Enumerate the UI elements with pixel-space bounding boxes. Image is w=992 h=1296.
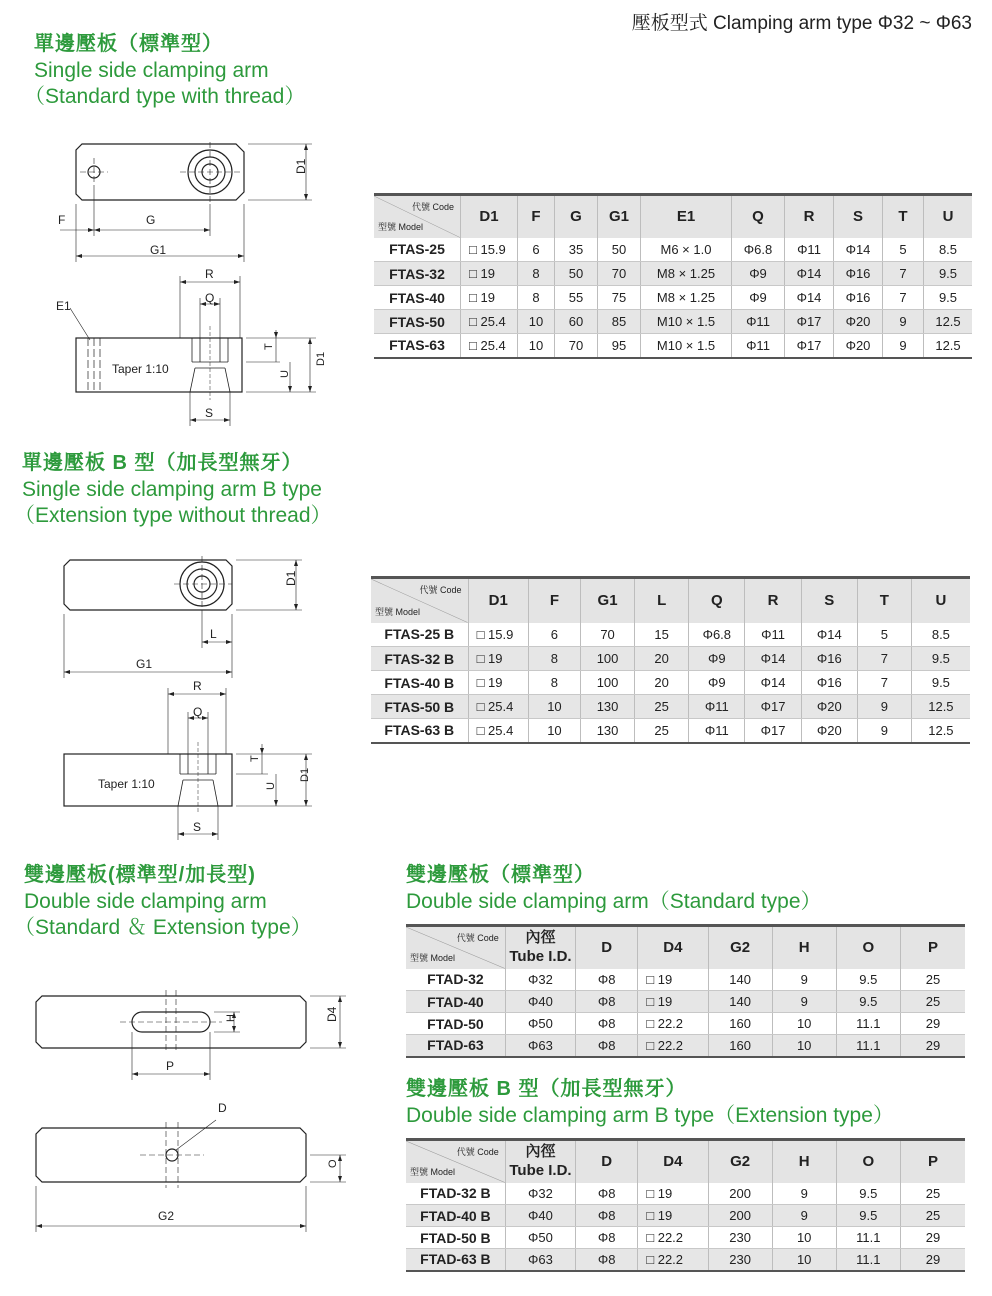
title-en: Single side clamping arm B type <box>22 477 322 501</box>
value-cell: 9 <box>883 310 924 334</box>
value-cell: 130 <box>580 719 634 743</box>
title-en-sub: （Standard ＆ Extension type） <box>14 916 312 940</box>
title-zh: 雙邊壓板(標準型/加長型) <box>24 864 256 886</box>
value-cell: 8 <box>528 647 580 671</box>
title-zh: 單邊壓板 B 型（加長型無牙） <box>22 452 303 474</box>
value-cell: 160 <box>708 1013 772 1035</box>
section-title-double-standard <box>406 863 822 915</box>
corner-header: 代號 Code 型號 Model <box>406 926 505 969</box>
value-cell: Φ8 <box>576 991 638 1013</box>
value-cell: 25 <box>900 991 965 1013</box>
value-cell: 9 <box>772 991 836 1013</box>
value-cell: 15 <box>635 623 689 647</box>
dim-G1: G1 <box>150 243 167 257</box>
value-cell: 5 <box>883 238 924 262</box>
value-cell: 230 <box>708 1249 772 1271</box>
value-cell: 70 <box>598 262 641 286</box>
value-cell: Φ8 <box>576 1249 638 1271</box>
title-zh: 雙邊壓板（標準型） <box>406 864 595 886</box>
value-cell: Φ20 <box>801 695 857 719</box>
column-header: G <box>555 195 598 238</box>
section-title-double-b <box>406 1077 894 1129</box>
table-row <box>406 969 965 991</box>
value-cell: □ 15.9 <box>461 238 518 262</box>
model-cell: FTAD-50 B <box>406 1227 505 1249</box>
value-cell: Φ14 <box>785 262 834 286</box>
dim-D4: D4 <box>325 1006 339 1022</box>
value-cell: 9.5 <box>836 1183 900 1205</box>
value-cell: Φ32 <box>505 1183 575 1205</box>
model-cell: FTAS-50 B <box>371 695 468 719</box>
value-cell: M8 × 1.25 <box>641 262 732 286</box>
value-cell: 12.5 <box>911 695 970 719</box>
model-cell: FTAS-40 <box>374 286 461 310</box>
value-cell: □ 19 <box>461 286 518 310</box>
column-header: Q <box>689 578 745 623</box>
dim-R: R <box>205 267 214 281</box>
value-cell: Φ8 <box>576 1013 638 1035</box>
value-cell: M10 × 1.5 <box>641 310 732 334</box>
value-cell: □ 22.2 <box>638 1013 708 1035</box>
taper-label: Taper 1:10 <box>112 362 169 376</box>
title-en: Double side clamping arm B type（Extension type） <box>406 1103 894 1127</box>
value-cell: 10 <box>772 1035 836 1057</box>
value-cell: 160 <box>708 1035 772 1057</box>
value-cell: □ 19 <box>638 1183 708 1205</box>
value-cell: 9.5 <box>836 991 900 1013</box>
value-cell: Φ9 <box>732 262 785 286</box>
column-header: S <box>834 195 883 238</box>
value-cell: 12.5 <box>911 719 970 743</box>
value-cell: 7 <box>857 671 911 695</box>
value-cell: □ 22.2 <box>638 1035 708 1057</box>
column-header: O <box>836 1140 900 1183</box>
column-header: P <box>900 1140 965 1183</box>
column-header: U <box>924 195 973 238</box>
dim-D1: D1 <box>294 158 308 174</box>
value-cell: 55 <box>555 286 598 310</box>
value-cell: 9.5 <box>924 286 973 310</box>
table-row <box>406 1183 965 1205</box>
value-cell: □ 25.4 <box>468 719 528 743</box>
column-header: S <box>801 578 857 623</box>
value-cell: 100 <box>580 647 634 671</box>
value-cell: 9.5 <box>924 262 973 286</box>
table-row <box>371 647 970 671</box>
value-cell: Φ9 <box>689 671 745 695</box>
value-cell: □ 19 <box>638 991 708 1013</box>
column-header: F <box>518 195 555 238</box>
value-cell: □ 19 <box>468 671 528 695</box>
value-cell: Φ16 <box>801 647 857 671</box>
double-arm-drawing <box>20 980 360 1230</box>
column-header: D4 <box>638 1140 708 1183</box>
model-cell: FTAS-25 B <box>371 623 468 647</box>
value-cell: 7 <box>857 647 911 671</box>
value-cell: □ 25.4 <box>461 310 518 334</box>
table-row <box>406 1035 965 1057</box>
dim-L: L <box>210 627 217 641</box>
value-cell: 9 <box>857 695 911 719</box>
value-cell: 20 <box>635 671 689 695</box>
model-cell: FTAS-25 <box>374 238 461 262</box>
value-cell: 8.5 <box>911 623 970 647</box>
title-en: Double side clamping arm <box>24 889 267 913</box>
value-cell: Φ14 <box>745 671 801 695</box>
value-cell: M6 × 1.0 <box>641 238 732 262</box>
dim-D1-side: D1 <box>315 351 327 366</box>
table-row <box>371 671 970 695</box>
value-cell: 9 <box>857 719 911 743</box>
section-title-double <box>14 863 312 942</box>
dim-P: P <box>166 1059 175 1073</box>
column-header: D4 <box>638 926 708 969</box>
column-header: G1 <box>598 195 641 238</box>
value-cell: Φ14 <box>785 286 834 310</box>
value-cell: 9.5 <box>911 647 970 671</box>
corner-header: 代號 Code 型號 Model <box>406 1140 505 1183</box>
model-cell: FTAD-63 B <box>406 1249 505 1271</box>
column-header: D1 <box>461 195 518 238</box>
column-header: P <box>900 926 965 969</box>
value-cell: Φ20 <box>834 334 883 358</box>
value-cell: □ 25.4 <box>468 695 528 719</box>
table-row <box>371 719 970 743</box>
dim-E1: E1 <box>56 299 71 313</box>
model-cell: FTAS-32 B <box>371 647 468 671</box>
table-row <box>406 1227 965 1249</box>
value-cell: 70 <box>555 334 598 358</box>
value-cell: 8 <box>528 671 580 695</box>
value-cell: Φ32 <box>505 969 575 991</box>
dim-D: D <box>218 1101 227 1115</box>
value-cell: Φ11 <box>732 334 785 358</box>
table-row <box>374 334 972 358</box>
model-cell: FTAS-50 <box>374 310 461 334</box>
value-cell: M10 × 1.5 <box>641 334 732 358</box>
dim-D1-side: D1 <box>299 767 311 782</box>
model-cell: FTAS-40 B <box>371 671 468 695</box>
value-cell: □ 19 <box>468 647 528 671</box>
value-cell: Φ20 <box>801 719 857 743</box>
table-double-standard <box>406 924 965 1058</box>
value-cell: 29 <box>900 1013 965 1035</box>
dim-Q: Q <box>205 291 215 305</box>
value-cell: Φ17 <box>745 695 801 719</box>
column-header: H <box>772 926 836 969</box>
table-row <box>374 262 972 286</box>
dim-H: H <box>225 1014 237 1022</box>
model-cell: FTAD-32 <box>406 969 505 991</box>
value-cell: Φ8 <box>576 969 638 991</box>
value-cell: 11.1 <box>836 1249 900 1271</box>
title-en: Double side clamping arm（Standard type） <box>406 889 822 913</box>
table-row <box>371 695 970 719</box>
model-cell: FTAS-32 <box>374 262 461 286</box>
table-row <box>406 1249 965 1271</box>
table-single-b <box>371 576 970 744</box>
column-header: U <box>911 578 970 623</box>
value-cell: Φ50 <box>505 1227 575 1249</box>
value-cell: Φ50 <box>505 1013 575 1035</box>
dim-S: S <box>193 820 202 834</box>
value-cell: Φ8 <box>576 1183 638 1205</box>
single-arm-b-drawing <box>40 548 340 848</box>
value-cell: Φ16 <box>834 262 883 286</box>
value-cell: Φ14 <box>745 647 801 671</box>
corner-header: 代號 Code 型號 Model <box>374 195 461 238</box>
value-cell: 140 <box>708 969 772 991</box>
column-header: R <box>745 578 801 623</box>
value-cell: □ 22.2 <box>638 1249 708 1271</box>
page-title: 壓板型式 Clamping arm type Φ32 ~ Φ63 <box>631 13 972 34</box>
value-cell: 29 <box>900 1227 965 1249</box>
table-row <box>374 286 972 310</box>
value-cell: 130 <box>580 695 634 719</box>
value-cell: Φ11 <box>689 719 745 743</box>
value-cell: 7 <box>883 286 924 310</box>
value-cell: Φ9 <box>732 286 785 310</box>
value-cell: Φ8 <box>576 1035 638 1057</box>
column-header: O <box>836 926 900 969</box>
model-cell: FTAD-40 B <box>406 1205 505 1227</box>
value-cell: Φ20 <box>834 310 883 334</box>
table-row <box>374 238 972 262</box>
value-cell: 25 <box>900 1183 965 1205</box>
model-cell: FTAD-50 <box>406 1013 505 1035</box>
value-cell: 95 <box>598 334 641 358</box>
value-cell: 7 <box>883 262 924 286</box>
value-cell: Φ8 <box>576 1205 638 1227</box>
value-cell: Φ14 <box>801 623 857 647</box>
dim-Q: Q <box>193 705 203 719</box>
dim-U: U <box>265 782 277 790</box>
value-cell: 10 <box>528 695 580 719</box>
column-header: E1 <box>641 195 732 238</box>
value-cell: 9.5 <box>836 969 900 991</box>
value-cell: 10 <box>772 1227 836 1249</box>
value-cell: 25 <box>635 719 689 743</box>
model-cell: FTAD-63 <box>406 1035 505 1057</box>
value-cell: 8 <box>518 262 555 286</box>
dim-O: O <box>327 1159 339 1168</box>
value-cell: Φ11 <box>689 695 745 719</box>
title-en: Single side clamping arm <box>34 58 269 82</box>
value-cell: 6 <box>528 623 580 647</box>
value-cell: 50 <box>598 238 641 262</box>
column-header: Q <box>732 195 785 238</box>
value-cell: 29 <box>900 1035 965 1057</box>
value-cell: Φ17 <box>745 719 801 743</box>
value-cell: 12.5 <box>924 334 973 358</box>
model-cell: FTAS-63 <box>374 334 461 358</box>
value-cell: 11.1 <box>836 1227 900 1249</box>
value-cell: Φ17 <box>785 310 834 334</box>
value-cell: 10 <box>772 1013 836 1035</box>
value-cell: □ 25.4 <box>461 334 518 358</box>
value-cell: Φ8 <box>576 1227 638 1249</box>
value-cell: 9.5 <box>911 671 970 695</box>
column-header: D1 <box>468 578 528 623</box>
value-cell: Φ9 <box>689 647 745 671</box>
dim-D1: D1 <box>284 570 298 586</box>
table-row <box>374 310 972 334</box>
value-cell: Φ6.8 <box>689 623 745 647</box>
column-header: G2 <box>708 926 772 969</box>
value-cell: □ 19 <box>638 1205 708 1227</box>
value-cell: 10 <box>528 719 580 743</box>
section-title-single-standard <box>24 32 305 111</box>
dim-G2: G2 <box>158 1209 175 1223</box>
value-cell: 100 <box>580 671 634 695</box>
value-cell: Φ17 <box>785 334 834 358</box>
value-cell: 9 <box>772 969 836 991</box>
title-zh: 雙邊壓板 B 型（加長型無牙） <box>406 1078 687 1100</box>
column-header-tube: 內徑 Tube I.D. <box>505 1140 575 1183</box>
dim-U: U <box>279 370 291 378</box>
value-cell: Φ14 <box>834 238 883 262</box>
corner-header: 代號 Code 型號 Model <box>371 578 468 623</box>
value-cell: M8 × 1.25 <box>641 286 732 310</box>
column-header: L <box>635 578 689 623</box>
value-cell: 10 <box>772 1249 836 1271</box>
value-cell: 50 <box>555 262 598 286</box>
value-cell: 10 <box>518 334 555 358</box>
table-row <box>406 1205 965 1227</box>
value-cell: Φ11 <box>745 623 801 647</box>
value-cell: Φ40 <box>505 991 575 1013</box>
value-cell: 10 <box>518 310 555 334</box>
value-cell: 25 <box>900 969 965 991</box>
dim-T: T <box>263 343 275 350</box>
dim-R: R <box>193 679 202 693</box>
value-cell: 200 <box>708 1183 772 1205</box>
model-cell: FTAD-32 B <box>406 1183 505 1205</box>
value-cell: Φ11 <box>785 238 834 262</box>
value-cell: 9.5 <box>836 1205 900 1227</box>
value-cell: Φ40 <box>505 1205 575 1227</box>
dim-F: F <box>58 213 66 227</box>
dim-G: G <box>146 213 156 227</box>
value-cell: 60 <box>555 310 598 334</box>
column-header: G1 <box>580 578 634 623</box>
value-cell: □ 19 <box>638 969 708 991</box>
value-cell: Φ63 <box>505 1249 575 1271</box>
value-cell: Φ16 <box>801 671 857 695</box>
column-header: G2 <box>708 1140 772 1183</box>
value-cell: 12.5 <box>924 310 973 334</box>
section-title-single-b <box>14 451 332 530</box>
table-row <box>406 1013 965 1035</box>
value-cell: 70 <box>580 623 634 647</box>
title-en-sub: （Extension type without thread） <box>14 504 332 528</box>
table-double-b <box>406 1138 965 1272</box>
column-header: D <box>576 1140 638 1183</box>
table-row <box>371 623 970 647</box>
column-header: T <box>857 578 911 623</box>
column-header: F <box>528 578 580 623</box>
value-cell: 8.5 <box>924 238 973 262</box>
value-cell: □ 19 <box>461 262 518 286</box>
value-cell: Φ11 <box>732 310 785 334</box>
column-header: H <box>772 1140 836 1183</box>
model-cell: FTAD-40 <box>406 991 505 1013</box>
value-cell: 20 <box>635 647 689 671</box>
value-cell: 11.1 <box>836 1013 900 1035</box>
value-cell: 8 <box>518 286 555 310</box>
model-cell: FTAS-63 B <box>371 719 468 743</box>
value-cell: 29 <box>900 1249 965 1271</box>
value-cell: 9 <box>772 1205 836 1227</box>
title-en-sub: （Standard type with thread） <box>24 85 306 109</box>
value-cell: 200 <box>708 1205 772 1227</box>
title-zh: 單邊壓板（標準型） <box>34 33 223 55</box>
value-cell: Φ63 <box>505 1035 575 1057</box>
value-cell: □ 22.2 <box>638 1227 708 1249</box>
value-cell: 5 <box>857 623 911 647</box>
value-cell: □ 15.9 <box>468 623 528 647</box>
value-cell: Φ6.8 <box>732 238 785 262</box>
value-cell: 25 <box>635 695 689 719</box>
value-cell: 85 <box>598 310 641 334</box>
value-cell: 11.1 <box>836 1035 900 1057</box>
table-single-standard <box>374 193 972 359</box>
column-header-tube: 內徑 Tube I.D. <box>505 926 575 969</box>
table-row <box>406 991 965 1013</box>
value-cell: 75 <box>598 286 641 310</box>
value-cell: 9 <box>883 334 924 358</box>
taper-label: Taper 1:10 <box>98 777 155 791</box>
column-header: R <box>785 195 834 238</box>
value-cell: 140 <box>708 991 772 1013</box>
column-header: D <box>576 926 638 969</box>
dim-T: T <box>249 755 261 762</box>
value-cell: 230 <box>708 1227 772 1249</box>
value-cell: 25 <box>900 1205 965 1227</box>
value-cell: Φ16 <box>834 286 883 310</box>
value-cell: 6 <box>518 238 555 262</box>
dim-S: S <box>205 406 214 420</box>
column-header: T <box>883 195 924 238</box>
single-arm-drawing <box>40 130 340 430</box>
dim-G1: G1 <box>136 657 153 671</box>
value-cell: 35 <box>555 238 598 262</box>
value-cell: 9 <box>772 1183 836 1205</box>
